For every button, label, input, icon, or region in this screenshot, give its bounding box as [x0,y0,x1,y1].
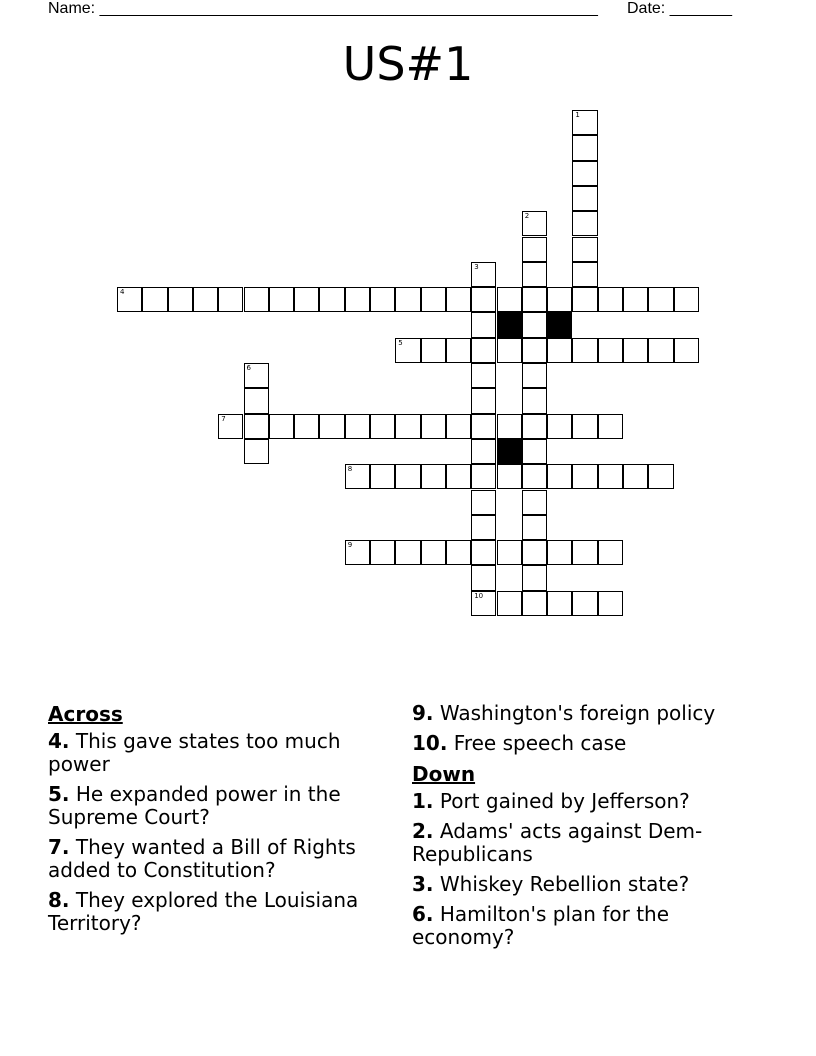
grid-cell[interactable] [522,490,547,515]
grid-cell[interactable] [395,540,420,565]
grid-cell[interactable] [598,540,623,565]
grid-cell[interactable] [598,287,623,312]
black-square [497,439,522,464]
grid-cell[interactable] [547,287,572,312]
grid-cell[interactable] [244,388,269,413]
grid-cell[interactable] [345,540,370,565]
grid-cell[interactable] [319,287,344,312]
grid-cell[interactable] [370,464,395,489]
clue-number-label: 1 [575,111,580,119]
clue-number-label: 8 [347,465,353,474]
grid-cell[interactable] [598,338,623,363]
grid-cell[interactable] [572,237,597,262]
clue-item [48,783,388,829]
grid-cell[interactable] [471,439,496,464]
grid-cell[interactable] [421,540,446,565]
grid-cell[interactable] [471,338,496,363]
grid-cell[interactable] [471,515,496,540]
grid-cell[interactable] [522,312,547,337]
clue-text: Whiskey Rebellion state? [433,872,690,896]
grid-cell[interactable] [547,414,572,439]
grid-cell[interactable] [497,414,522,439]
grid-cell[interactable] [218,287,243,312]
clue-item [412,702,772,725]
grid-cell[interactable] [648,464,673,489]
grid-cell[interactable] [572,287,597,312]
grid-cell[interactable] [345,464,370,489]
grid-cell[interactable] [572,338,597,363]
grid-cell[interactable] [623,338,648,363]
grid-cell[interactable] [522,414,547,439]
black-square [497,312,522,337]
grid-cell[interactable] [218,414,243,439]
clue-number: 2. [412,819,434,843]
grid-cell[interactable] [572,591,597,616]
grid-cell[interactable] [471,287,496,312]
clue-number-label: 2 [524,212,530,221]
clues-column-left [48,702,388,942]
clue-item [412,873,772,896]
clue-text: Hamilton's plan for the economy? [412,902,670,949]
grid-cell[interactable] [294,414,319,439]
grid-cell[interactable] [547,540,572,565]
page-title: US#1 [342,37,474,91]
clue-item [48,836,388,882]
grid-cell[interactable] [572,161,597,186]
grid-cell[interactable] [471,414,496,439]
clue-text: Free speech case [447,731,627,755]
grid-cell[interactable] [471,464,496,489]
grid-cell[interactable] [623,287,648,312]
grid-cell[interactable] [522,237,547,262]
clue-number-label: 7 [221,414,226,423]
grid-cell[interactable] [244,363,269,388]
grid-cell[interactable] [522,591,547,616]
grid-cell[interactable] [497,464,522,489]
grid-cell[interactable] [345,287,370,312]
grid-cell[interactable] [370,414,395,439]
clue-text: Washington's foreign policy [433,701,716,725]
grid-cell[interactable] [522,388,547,413]
grid-cell[interactable] [395,414,420,439]
black-square [547,312,572,337]
grid-cell[interactable] [142,287,167,312]
grid-cell[interactable] [522,287,547,312]
grid-cell[interactable] [345,414,370,439]
clue-number: 7. [48,835,70,859]
grid-cell[interactable] [648,338,673,363]
grid-cell[interactable] [522,464,547,489]
grid-cell[interactable] [598,414,623,439]
grid-cell[interactable] [446,414,471,439]
clue-number-label: 4 [120,288,125,297]
grid-cell[interactable] [572,186,597,211]
grid-cell[interactable] [193,287,218,312]
grid-cell[interactable] [471,363,496,388]
clue-text: Port gained by Jefferson? [433,789,690,813]
name-field-label: Name: ________________________________________________________ [48,0,598,17]
grid-cell[interactable] [572,464,597,489]
grid-cell[interactable] [117,287,142,312]
grid-cell[interactable] [497,287,522,312]
grid-cell[interactable] [572,414,597,439]
grid-cell[interactable] [522,262,547,287]
clue-text: This gave states too much power [48,729,341,776]
clue-text: They explored the Louisiana Territory? [48,888,359,935]
clue-text: He expanded power in the Supreme Court? [48,782,341,829]
grid-cell[interactable] [168,287,193,312]
clue-item [48,730,388,776]
clue-number: 10. [412,731,448,755]
grid-cell[interactable] [471,565,496,590]
grid-cell[interactable] [395,287,420,312]
clue-text: They wanted a Bill of Rights added to Constitution? [48,835,356,882]
grid-cell[interactable] [370,540,395,565]
grid-cell[interactable] [497,591,522,616]
grid-cell[interactable] [572,110,597,135]
grid-cell[interactable] [522,338,547,363]
grid-cell[interactable] [522,540,547,565]
clue-number-label: 6 [246,364,251,372]
clue-number-label: 5 [398,338,403,347]
grid-cell[interactable] [421,287,446,312]
grid-cell[interactable] [471,388,496,413]
grid-cell[interactable] [547,338,572,363]
grid-cell[interactable] [471,591,496,616]
grid-cell[interactable] [471,540,496,565]
clue-text: Adams' acts against Dem-Republicans [412,819,703,866]
grid-cell[interactable] [269,287,294,312]
clue-number: 8. [48,888,70,912]
grid-cell[interactable] [572,211,597,236]
grid-cell[interactable] [446,464,471,489]
grid-cell[interactable] [421,414,446,439]
grid-cell[interactable] [471,312,496,337]
clue-number-label: 10 [474,591,484,600]
grid-cell[interactable] [421,338,446,363]
grid-cell[interactable] [572,135,597,160]
clue-item [412,820,772,866]
grid-cell[interactable] [623,464,648,489]
clue-number: 1. [412,789,434,813]
clue-number: 5. [48,782,70,806]
grid-cell[interactable] [446,287,471,312]
clue-item [48,889,388,935]
grid-cell[interactable] [244,287,269,312]
grid-cell[interactable] [446,338,471,363]
clue-number-label: 3 [474,262,479,271]
clue-number-label: 9 [347,541,353,550]
grid-cell[interactable] [674,287,699,312]
grid-cell[interactable] [269,414,294,439]
clue-number: 3. [412,872,434,896]
grid-cell[interactable] [497,540,522,565]
clue-number: 9. [412,701,434,725]
grid-cell[interactable] [294,287,319,312]
grid-cell[interactable] [522,211,547,236]
clue-item [412,732,772,755]
grid-cell[interactable] [522,515,547,540]
grid-cell[interactable] [319,414,344,439]
grid-cell[interactable] [547,464,572,489]
clue-item [412,790,772,813]
clue-heading-down: Down [412,762,476,786]
grid-cell[interactable] [497,338,522,363]
grid-cell[interactable] [522,439,547,464]
grid-cell[interactable] [471,262,496,287]
grid-cell[interactable] [446,540,471,565]
grid-cell[interactable] [471,490,496,515]
clues-column-right [412,702,772,956]
grid-cell[interactable] [598,591,623,616]
grid-cell[interactable] [572,262,597,287]
clue-heading-across: Across [48,702,123,726]
grid-cell[interactable] [244,414,269,439]
grid-cell[interactable] [395,464,420,489]
grid-cell[interactable] [598,464,623,489]
clue-number: 4. [48,729,70,753]
grid-cell[interactable] [522,363,547,388]
grid-cell[interactable] [674,338,699,363]
clue-item [412,903,772,949]
clue-number: 6. [412,902,434,926]
grid-cell[interactable] [370,287,395,312]
grid-cell[interactable] [572,540,597,565]
grid-cell[interactable] [395,338,420,363]
grid-cell[interactable] [421,464,446,489]
grid-cell[interactable] [522,565,547,590]
grid-cell[interactable] [648,287,673,312]
grid-cell[interactable] [547,591,572,616]
date-field-label: Date: _______ [627,0,732,17]
grid-cell[interactable] [244,439,269,464]
